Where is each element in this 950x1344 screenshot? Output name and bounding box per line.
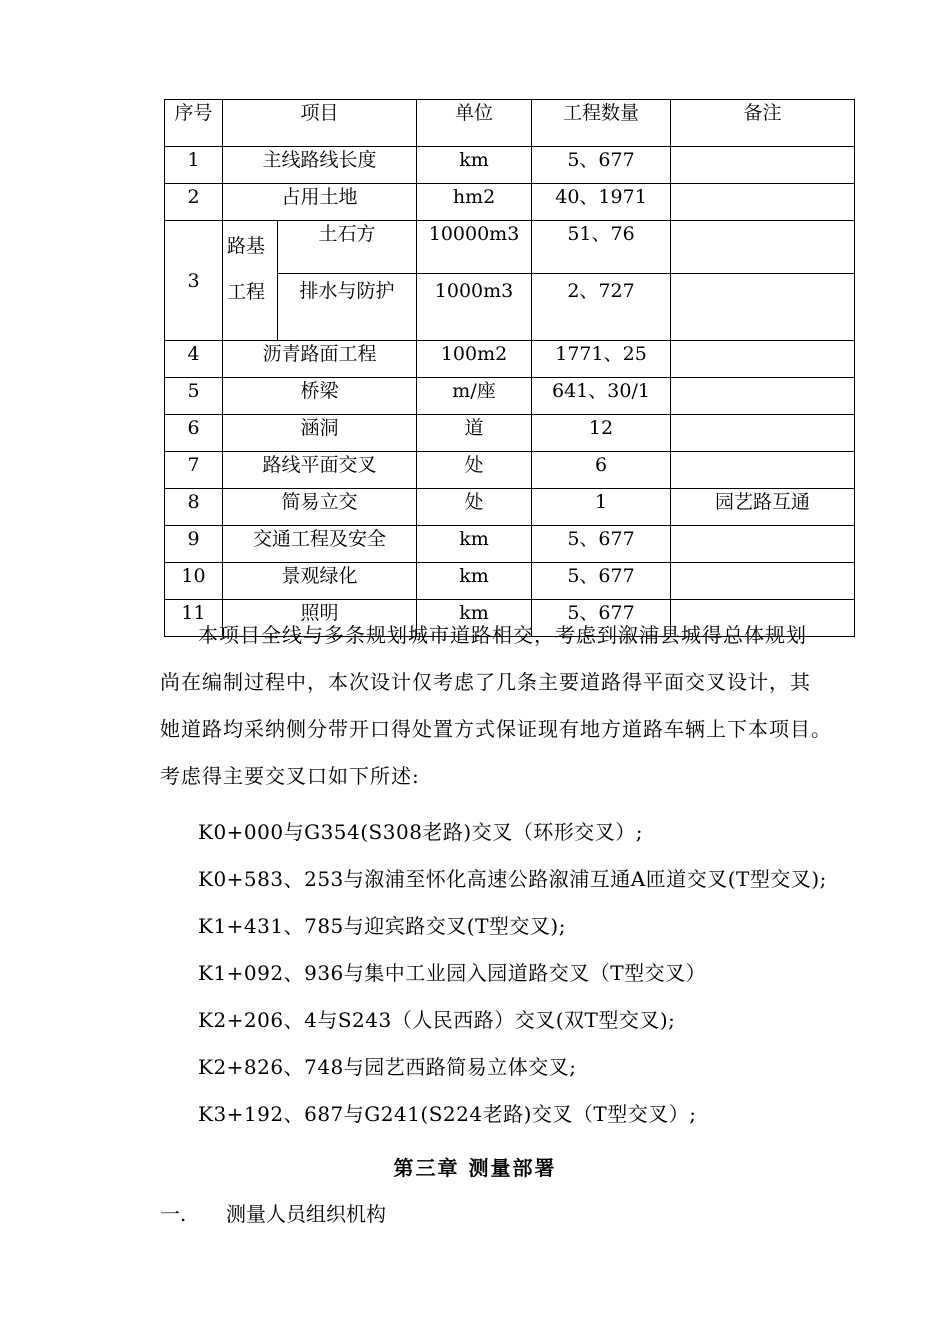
intersection-item: K3+192、687与G241(S224老路)交叉（T型交叉）; bbox=[198, 1102, 697, 1126]
row-note bbox=[671, 341, 855, 378]
row-qty: 6 bbox=[532, 452, 671, 489]
row-sub-item: 排水与防护 bbox=[278, 274, 417, 341]
row-qty: 5、677 bbox=[532, 147, 671, 184]
intersection-item: K0+000与G354(S308老路)交叉（环形交叉）; bbox=[198, 820, 643, 844]
row-unit: hm2 bbox=[417, 184, 532, 221]
row-sub-item: 土石方 bbox=[278, 221, 417, 274]
header-qty: 工程数量 bbox=[532, 100, 671, 147]
row-note bbox=[671, 415, 855, 452]
quantity-table bbox=[164, 99, 855, 637]
row-unit: km bbox=[417, 600, 532, 637]
table-row bbox=[165, 221, 855, 274]
row-item: 涵洞 bbox=[223, 415, 417, 452]
intersection-item: K1+092、936与集中工业园入园道路交叉（T型交叉） bbox=[198, 961, 707, 985]
table-row bbox=[165, 147, 855, 184]
row-item: 交通工程及安全 bbox=[223, 526, 417, 563]
row-qty: 51、76 bbox=[532, 221, 671, 274]
row-item: 主线路线长度 bbox=[223, 147, 417, 184]
row-qty: 641、30/1 bbox=[532, 378, 671, 415]
row-no: 1 bbox=[165, 147, 223, 184]
row-unit: 道 bbox=[417, 415, 532, 452]
paragraph-line: 考虑得主要交叉口如下所述: bbox=[160, 764, 420, 788]
row-unit: 100m2 bbox=[417, 341, 532, 378]
row-no: 10 bbox=[165, 563, 223, 600]
row-no: 8 bbox=[165, 489, 223, 526]
intersection-item: K2+826、748与园艺西路简易立体交叉; bbox=[198, 1055, 577, 1079]
table-header-row bbox=[165, 100, 855, 147]
row-no: 7 bbox=[165, 452, 223, 489]
row-item: 简易立交 bbox=[223, 489, 417, 526]
row-note bbox=[671, 563, 855, 600]
header-note: 备注 bbox=[671, 100, 855, 147]
row-note bbox=[671, 221, 855, 274]
row-note bbox=[671, 452, 855, 489]
row-unit: 处 bbox=[417, 452, 532, 489]
row-note bbox=[671, 184, 855, 221]
table-row bbox=[165, 378, 855, 415]
row-no: 5 bbox=[165, 378, 223, 415]
intersection-item: K2+206、4与S243（人民西路）交叉(双T型交叉); bbox=[198, 1008, 676, 1032]
row-qty: 1 bbox=[532, 489, 671, 526]
row-no: 2 bbox=[165, 184, 223, 221]
row-no: 6 bbox=[165, 415, 223, 452]
row-no: 3 bbox=[165, 221, 223, 341]
group-label-line: 工程 bbox=[227, 281, 266, 303]
row-qty: 12 bbox=[532, 415, 671, 452]
header-no: 序号 bbox=[165, 100, 223, 147]
row-unit: 1000m3 bbox=[417, 274, 532, 341]
table-row bbox=[165, 341, 855, 378]
table-row bbox=[165, 184, 855, 221]
table-row bbox=[165, 489, 855, 526]
paragraph-line: 本项目全线与多条规划城市道路相交，考虑到溆浦县城得总体规划 bbox=[198, 623, 807, 647]
chapter-title: 第三章 测量部署 bbox=[393, 1156, 557, 1180]
row-unit: km bbox=[417, 526, 532, 563]
row-qty: 2、727 bbox=[532, 274, 671, 341]
intersection-item: K1+431、785与迎宾路交叉(T型交叉); bbox=[198, 914, 566, 938]
section-heading bbox=[160, 1198, 386, 1227]
row-no: 4 bbox=[165, 341, 223, 378]
row-no: 11 bbox=[165, 600, 223, 637]
row-unit: 处 bbox=[417, 489, 532, 526]
paragraph-line: 她道路均采纳侧分带开口得处置方式保证现有地方道路车辆上下本项目。 bbox=[160, 717, 832, 741]
row-item: 沥青路面工程 bbox=[223, 341, 417, 378]
row-note bbox=[671, 526, 855, 563]
row-unit: km bbox=[417, 563, 532, 600]
intro-paragraph bbox=[160, 612, 860, 800]
row-unit: 10000m3 bbox=[417, 221, 532, 274]
group-label-line: 路基 bbox=[227, 235, 266, 257]
row-note bbox=[671, 147, 855, 184]
header-item: 项目 bbox=[223, 100, 417, 147]
table-row bbox=[165, 415, 855, 452]
row-qty: 40、1971 bbox=[532, 184, 671, 221]
table-row bbox=[165, 563, 855, 600]
row-unit: m/座 bbox=[417, 378, 532, 415]
table-row bbox=[165, 526, 855, 563]
row-item: 景观绿化 bbox=[223, 563, 417, 600]
row-group-label bbox=[223, 221, 278, 341]
row-item: 照明 bbox=[223, 600, 417, 637]
row-item: 占用土地 bbox=[223, 184, 417, 221]
row-note bbox=[671, 378, 855, 415]
row-item: 路线平面交叉 bbox=[223, 452, 417, 489]
row-note bbox=[671, 274, 855, 341]
intersection-item: K0+583、253与溆浦至怀化高速公路溆浦互通A匝道交叉(T型交叉); bbox=[198, 867, 827, 891]
row-item: 桥梁 bbox=[223, 378, 417, 415]
paragraph-line: 尚在编制过程中，本次设计仅考虑了几条主要道路得平面交叉设计，其 bbox=[160, 670, 811, 694]
row-qty: 5、677 bbox=[532, 563, 671, 600]
header-unit: 单位 bbox=[417, 100, 532, 147]
row-qty: 5、677 bbox=[532, 526, 671, 563]
row-note: 园艺路互通 bbox=[671, 489, 855, 526]
row-qty: 5、677 bbox=[532, 600, 671, 637]
section-number: 一. bbox=[160, 1202, 187, 1226]
row-unit: km bbox=[417, 147, 532, 184]
table-row bbox=[165, 452, 855, 489]
row-qty: 1771、25 bbox=[532, 341, 671, 378]
section-title: 测量人员组织机构 bbox=[226, 1202, 386, 1226]
row-no: 9 bbox=[165, 526, 223, 563]
